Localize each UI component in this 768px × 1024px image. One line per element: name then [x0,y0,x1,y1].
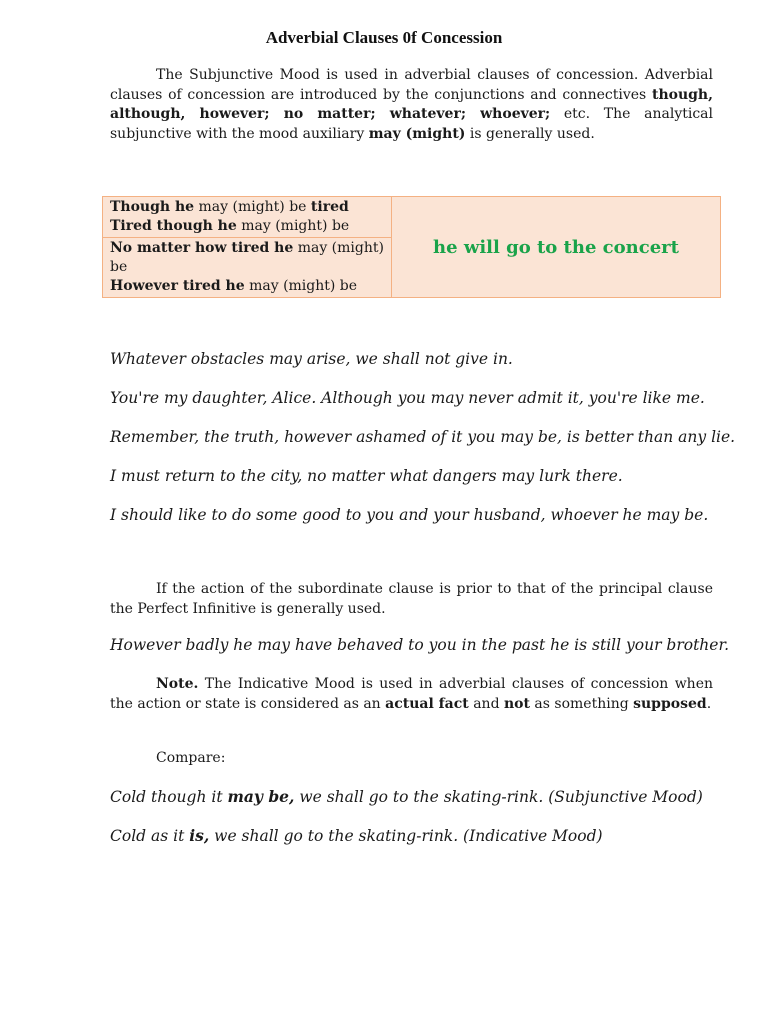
intro-paragraph [110,66,713,144]
table-result-cell [392,197,721,298]
note-supposed: supposed [633,695,707,712]
example-sentence-1: Whatever obstacles may arise, we shall not give in. [110,350,513,368]
table-line-4-plain: may (might) be [244,278,358,294]
page-title: Adverbial Clauses 0f Concession [265,28,503,47]
table-line-2-plain: may (might) be [236,218,350,234]
table-cell-row-2 [103,238,392,298]
compare-2-post: we shall go to the skating-rink. (Indicative Mood) [209,827,603,845]
intro-text-1: The Subjunctive Mood is used in adverbial clauses of concession. Adverbial clauses of concession are introduced by the conjunctions and connectives [110,67,713,103]
intro-text-3: is generally used. [465,125,595,142]
intro-text-2: etc. The analytical subjunctive with the mood auxiliary [110,106,713,142]
example-sentence-4: I must return to the city, no matter what dangers may lurk there. [110,467,623,485]
note-text-4: . [706,695,712,712]
perfect-infinitive-paragraph: If the action of the subordinate clause is prior to that of the principal clause the Perfect Infinitive is generally used. [110,581,713,617]
note-text-1: The Indicative Mood is used in adverbial clauses of concession when the action or state is considered as an [110,676,713,712]
compare-1-emphasis: may be, [227,787,295,806]
table-line-4-bold: However tired he [110,278,245,294]
note-label: Note. [156,676,199,692]
compare-label: Compare: [156,750,226,766]
example-sentence-3: Remember, the truth, however ashamed of it you may be, is better than any lie. [110,428,736,446]
compare-1-pre: Cold though it [110,788,228,806]
note-text-2: and [468,695,504,712]
table-row [103,197,721,238]
table-result-text: he will go to the concert [433,236,679,258]
compare-sentence-subjunctive [110,787,703,806]
table-line-1-bold-end: tired [310,199,349,215]
table-line-3 [110,239,384,277]
table-line-1-plain: may (might) be [194,199,311,215]
note-paragraph [110,675,713,714]
compare-2-pre: Cold as it [110,827,190,845]
example-sentence-2: You're my daughter, Alice. Although you may never admit it, you're like me. [110,389,705,407]
intro-connectives: though, although, however; no matter; whatever; whoever; [110,86,713,122]
concession-table [102,196,721,298]
note-actual-fact: actual fact [385,695,469,712]
compare-sentence-indicative [110,826,603,845]
intro-mood-auxiliary: may (might) [368,125,466,142]
table-line-3-bold: No matter how tired he [110,240,294,256]
perfect-example-sentence: However badly he may have behaved to you in the past he is still your brother. [110,636,730,654]
compare-1-post: we shall go to the skating-rink. (Subjunctive Mood) [294,788,703,806]
table-line-4 [110,277,384,296]
table-cell-row-1 [103,197,392,238]
compare-2-emphasis: is, [189,826,210,845]
note-text-3: as something [529,695,634,712]
note-not: not [503,695,530,712]
table-line-2-bold: Tired though he [110,218,237,234]
example-sentence-5: I should like to do some good to you and your husband, whoever he may be. [110,506,709,524]
table-line-2 [110,217,384,236]
table-line-1-bold: Though he [110,199,195,215]
table-line-1 [110,198,384,217]
table-line-3-plain: may (might) be [110,240,384,275]
